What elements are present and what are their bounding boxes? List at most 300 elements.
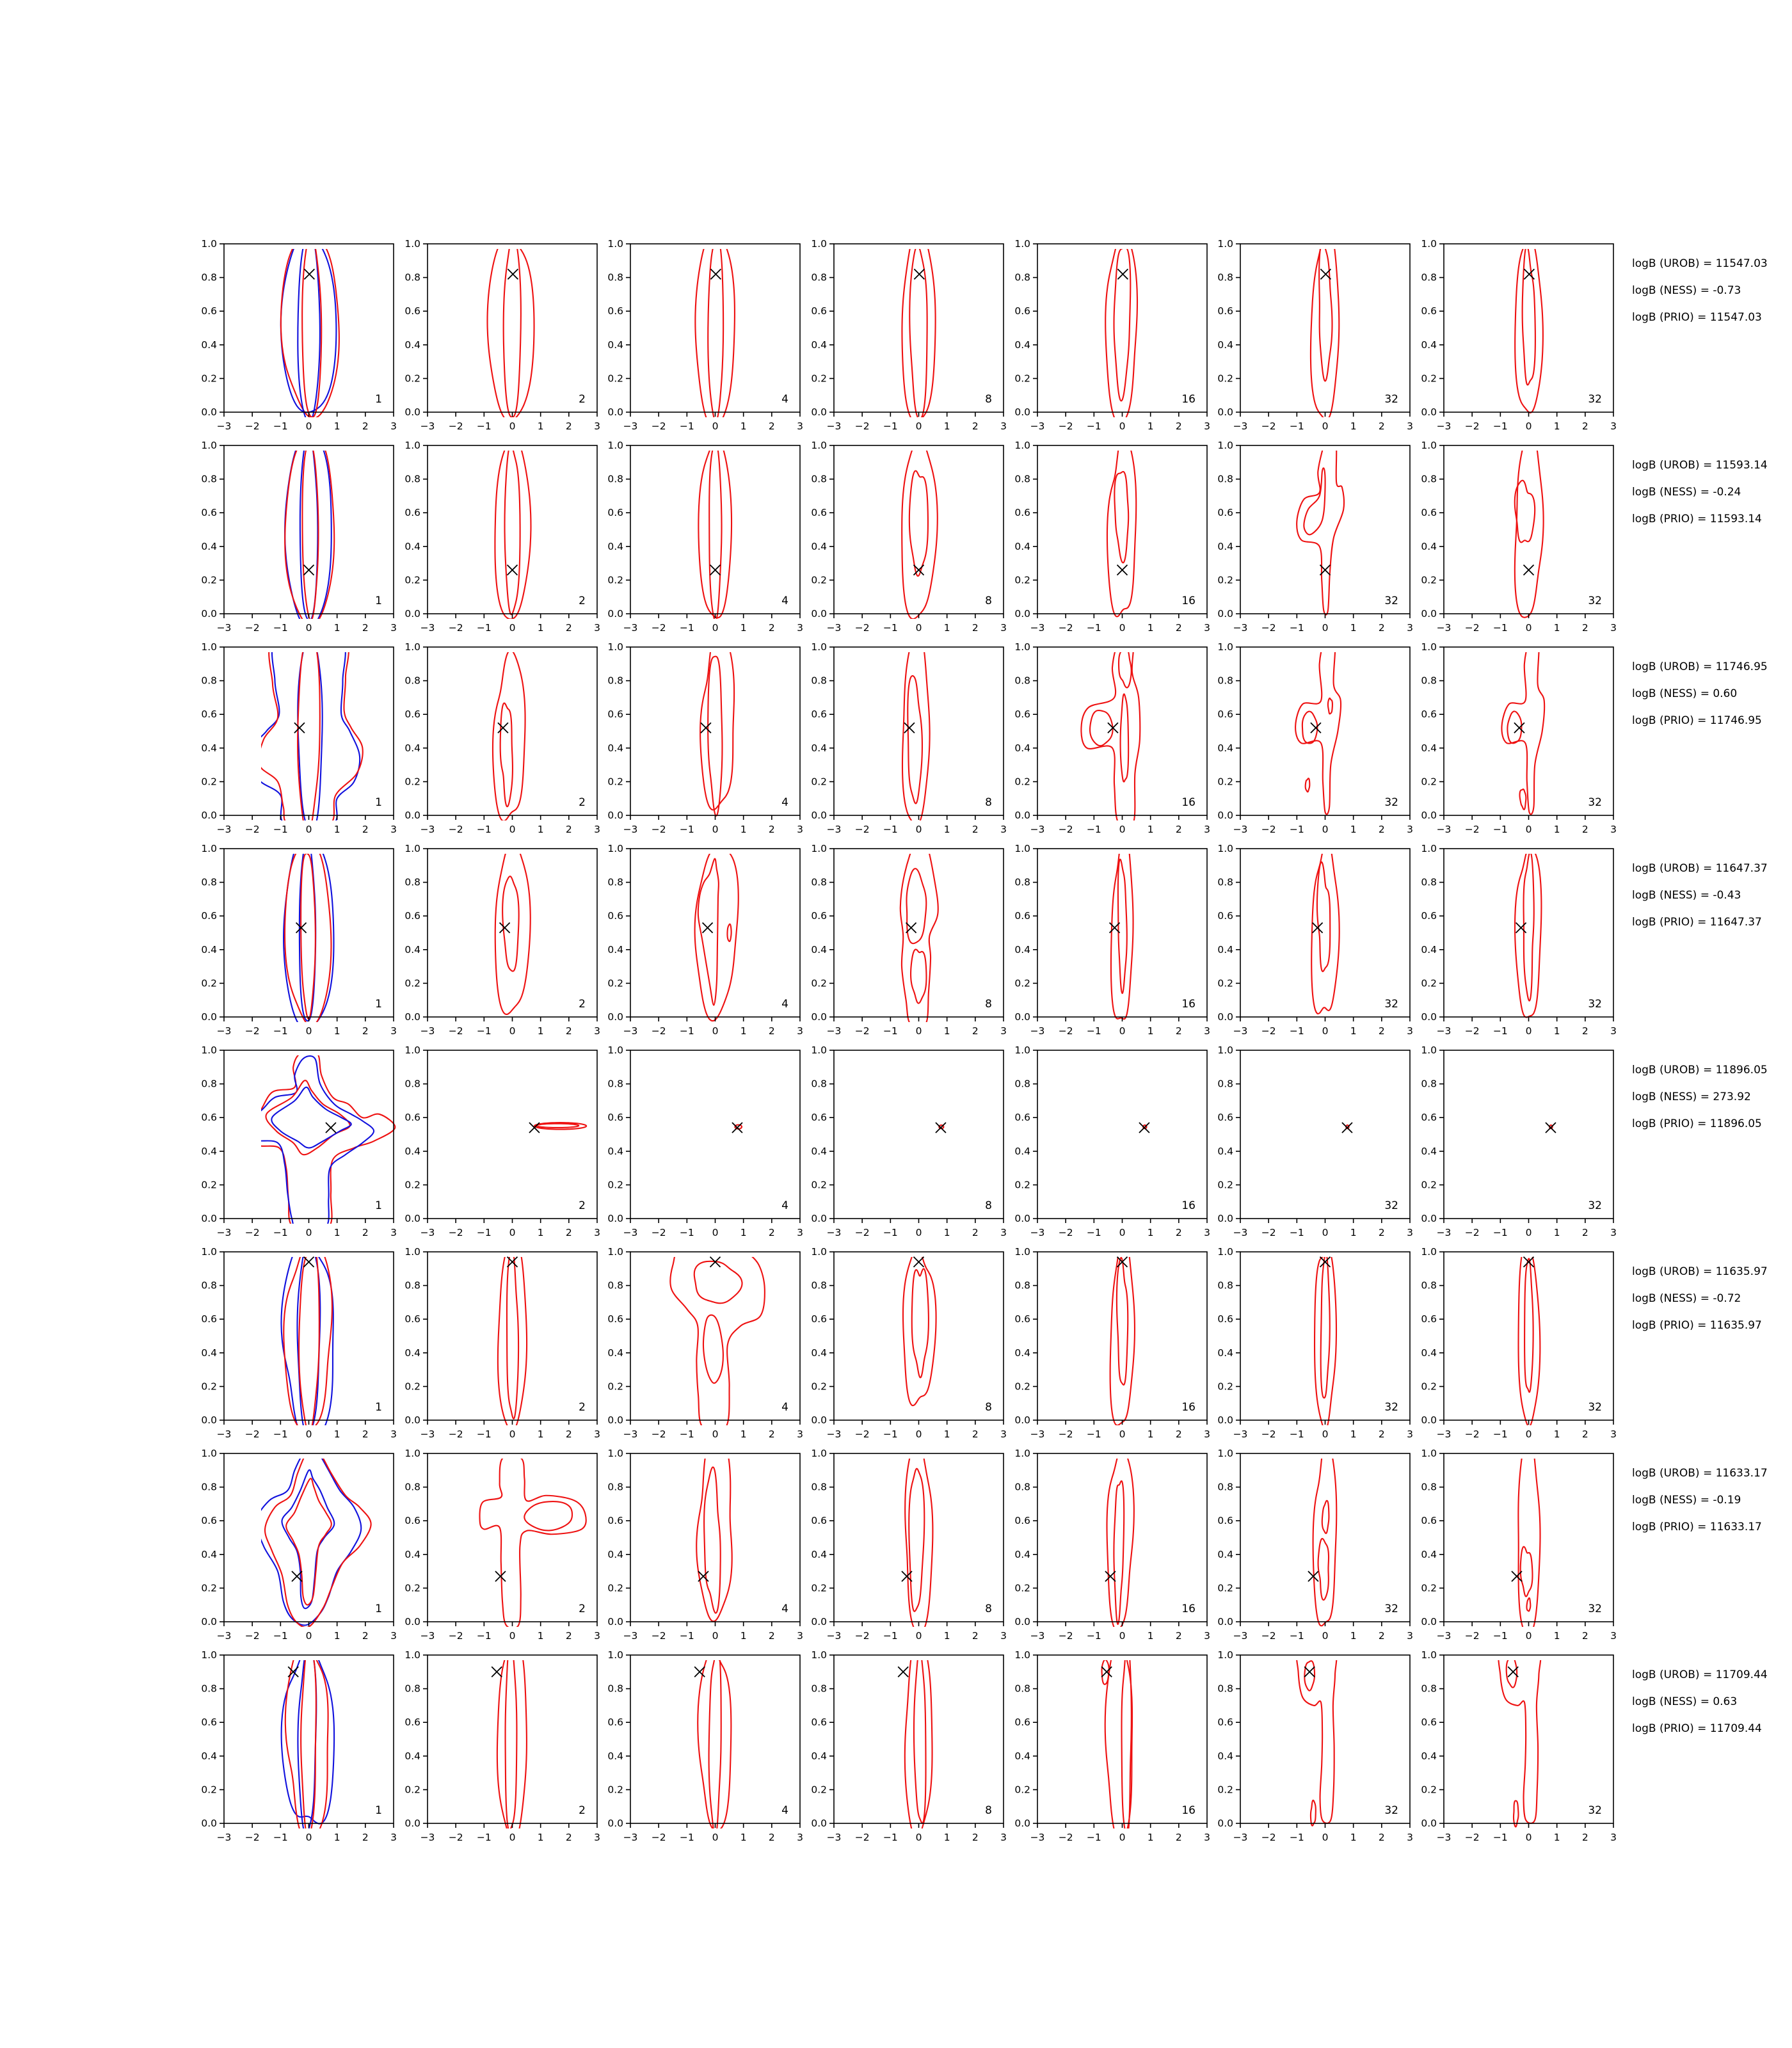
y-tick-label: 0.0 xyxy=(1217,1011,1233,1023)
x-tick-label: −2 xyxy=(244,420,260,432)
x-tick-label: 2 xyxy=(1378,622,1385,634)
x-tick-label: 3 xyxy=(1610,1428,1617,1440)
y-tick-label: 0.4 xyxy=(404,339,420,351)
x-tick-label: −2 xyxy=(1261,1227,1276,1238)
x-tick-label: 1 xyxy=(943,824,950,835)
y-tick-label: 0.0 xyxy=(201,1213,217,1224)
contour-line xyxy=(1515,427,1544,617)
x-tick-label: −1 xyxy=(1492,420,1508,432)
x-tick-label: 2 xyxy=(768,420,775,432)
y-tick-label: 0.8 xyxy=(1421,1279,1437,1292)
x-tick-label: 1 xyxy=(1350,622,1357,634)
x-tick-label: −3 xyxy=(1030,1428,1045,1440)
y-tick-label: 0.0 xyxy=(607,1414,623,1426)
logb-ness-value: logB (NESS) = -0.24 xyxy=(1632,486,1741,499)
contour-line xyxy=(908,676,922,803)
row-stats-3 xyxy=(1632,653,1792,734)
panel-count-label: 2 xyxy=(579,796,586,809)
contour-panel-r7c2 xyxy=(390,1448,604,1648)
x-tick-label: −1 xyxy=(1492,1832,1508,1843)
x-tick-label: −2 xyxy=(854,1428,870,1440)
x-tick-label: 2 xyxy=(1581,1832,1588,1843)
plot-border xyxy=(224,647,394,815)
y-tick-label: 0.0 xyxy=(811,810,827,821)
x-tick-label: 1 xyxy=(1147,1227,1154,1238)
y-tick-label: 0.4 xyxy=(1014,742,1030,754)
contour-line xyxy=(1304,468,1325,534)
panel-count-label: 8 xyxy=(985,998,992,1011)
y-tick-label: 0.4 xyxy=(811,1548,827,1560)
contour-panel-r1c4 xyxy=(797,239,1010,438)
plot-border xyxy=(630,1655,800,1823)
x-tick-label: −2 xyxy=(244,1832,260,1843)
x-tick-label: −3 xyxy=(216,1428,232,1440)
plot-border xyxy=(1444,647,1613,815)
contour-panel-r2c3 xyxy=(593,440,806,640)
y-tick-label: 0.6 xyxy=(607,1112,623,1124)
y-tick-label: 0.4 xyxy=(811,540,827,552)
y-tick-label: 0.6 xyxy=(1014,507,1030,519)
x-tick-label: 0 xyxy=(509,1025,516,1037)
x-tick-label: 3 xyxy=(797,1025,803,1037)
x-tick-label: −3 xyxy=(420,622,435,634)
x-tick-label: 2 xyxy=(768,1025,775,1037)
x-tick-label: 0 xyxy=(509,1227,516,1238)
y-tick-label: 0.2 xyxy=(811,574,827,586)
contour-line xyxy=(497,1639,527,1842)
y-tick-label: 0.8 xyxy=(1421,675,1437,687)
y-tick-label: 0.2 xyxy=(607,776,623,788)
contour-line xyxy=(1519,1246,1540,1426)
contour-line xyxy=(670,1242,765,1432)
x-tick-label: −1 xyxy=(1289,1025,1304,1037)
contour-line xyxy=(1105,233,1137,424)
y-tick-label: 0.0 xyxy=(607,810,623,821)
contour-line xyxy=(902,438,938,619)
x-tick-label: 1 xyxy=(1553,1428,1560,1440)
y-tick-label: 0.4 xyxy=(1217,339,1233,351)
panel-count-label: 1 xyxy=(375,595,382,607)
y-tick-label: 0.4 xyxy=(1014,540,1030,552)
x-tick-label: −1 xyxy=(1086,1227,1101,1238)
x-tick-label: −2 xyxy=(1058,1428,1073,1440)
contour-line xyxy=(1297,1645,1337,1823)
y-tick-label: 1.0 xyxy=(1014,238,1030,250)
x-tick-label: 2 xyxy=(1175,824,1182,835)
y-tick-label: 0.0 xyxy=(1421,1414,1437,1426)
y-tick-label: 1.0 xyxy=(1217,843,1233,854)
y-tick-label: 0.8 xyxy=(1217,1683,1233,1695)
x-tick-label: −1 xyxy=(476,1832,492,1843)
x-tick-label: 2 xyxy=(768,1630,775,1642)
x-tick-label: 1 xyxy=(333,1428,340,1440)
x-tick-label: 0 xyxy=(305,622,312,634)
y-tick-label: 0.0 xyxy=(1014,1011,1030,1023)
x-tick-label: −3 xyxy=(1233,1832,1248,1843)
contour-panel-r7c7 xyxy=(1407,1448,1620,1648)
y-tick-label: 1.0 xyxy=(404,1649,420,1661)
x-tick-label: 2 xyxy=(972,824,979,835)
x-tick-label: 0 xyxy=(1119,1428,1126,1440)
y-tick-label: 0.0 xyxy=(404,608,420,620)
x-tick-label: 1 xyxy=(943,420,950,432)
y-tick-label: 0.8 xyxy=(201,473,217,485)
x-tick-label: 0 xyxy=(712,1025,719,1037)
y-tick-label: 0.6 xyxy=(1217,1313,1233,1325)
x-tick-label: −2 xyxy=(1058,622,1073,634)
y-tick-label: 0.0 xyxy=(811,1818,827,1829)
x-tick-label: 1 xyxy=(537,1227,544,1238)
x-tick-label: −1 xyxy=(476,1630,492,1642)
y-tick-label: 0.4 xyxy=(811,1347,827,1359)
contour-line xyxy=(704,1467,721,1613)
plot-border xyxy=(630,849,800,1017)
x-tick-label: 3 xyxy=(1000,1428,1007,1440)
plot-border xyxy=(834,244,1004,412)
x-tick-label: −1 xyxy=(273,1832,288,1843)
x-tick-label: 3 xyxy=(797,1428,803,1440)
x-tick-label: −1 xyxy=(1289,622,1304,634)
x-tick-label: 3 xyxy=(390,1025,397,1037)
x-tick-label: 2 xyxy=(565,1025,572,1037)
contour-line xyxy=(1118,860,1127,993)
plot-border xyxy=(1240,647,1410,815)
y-tick-label: 0.8 xyxy=(811,473,827,485)
x-tick-label: 0 xyxy=(305,1025,312,1037)
contour-line xyxy=(1311,227,1339,420)
x-tick-label: 1 xyxy=(740,420,747,432)
y-tick-label: 0.8 xyxy=(811,1683,827,1695)
contour-line xyxy=(914,1650,926,1823)
logb-prio-value: logB (PRIO) = 11896.05 xyxy=(1632,1117,1762,1130)
x-tick-label: −1 xyxy=(1086,622,1101,634)
x-tick-label: 1 xyxy=(537,824,544,835)
contour-line xyxy=(902,227,935,422)
y-tick-label: 0.6 xyxy=(1014,1716,1030,1729)
logb-prio-value: logB (PRIO) = 11593.14 xyxy=(1632,513,1762,525)
y-tick-label: 0.2 xyxy=(1217,574,1233,586)
y-tick-label: 0.8 xyxy=(1421,473,1437,485)
x-tick-label: −2 xyxy=(1464,1227,1480,1238)
y-tick-label: 1.0 xyxy=(811,440,827,451)
x-tick-label: 0 xyxy=(305,1428,312,1440)
contour-line xyxy=(298,639,320,834)
x-tick-label: 1 xyxy=(333,1227,340,1238)
y-tick-label: 0.2 xyxy=(1421,1582,1437,1594)
logb-ness-value: logB (NESS) = -0.19 xyxy=(1632,1494,1741,1507)
y-tick-label: 1.0 xyxy=(404,1044,420,1056)
y-tick-label: 0.8 xyxy=(1421,1481,1437,1493)
y-tick-label: 0.4 xyxy=(1217,1347,1233,1359)
x-tick-label: −3 xyxy=(1233,420,1248,432)
y-tick-label: 0.6 xyxy=(404,507,420,519)
y-tick-label: 0.6 xyxy=(811,708,827,721)
panel-count-label: 1 xyxy=(375,393,382,406)
y-tick-label: 0.6 xyxy=(811,910,827,922)
panel-count-label: 32 xyxy=(1588,1603,1602,1615)
plot-border xyxy=(834,445,1004,614)
row-stats-4 xyxy=(1632,855,1792,936)
x-tick-label: 2 xyxy=(1581,1428,1588,1440)
y-tick-label: 0.4 xyxy=(404,1548,420,1560)
y-tick-label: 0.6 xyxy=(1217,1515,1233,1527)
x-tick-label: 0 xyxy=(305,824,312,835)
x-tick-label: 2 xyxy=(768,622,775,634)
logb-ness-value: logB (NESS) = -0.73 xyxy=(1632,284,1741,297)
y-tick-label: 0.2 xyxy=(1217,1582,1233,1594)
y-tick-label: 0.8 xyxy=(1014,1481,1030,1493)
x-tick-label: 0 xyxy=(509,622,516,634)
panel-count-label: 32 xyxy=(1588,1199,1602,1212)
plot-border xyxy=(1444,244,1613,412)
x-tick-label: 1 xyxy=(537,420,544,432)
y-tick-label: 0.2 xyxy=(1421,1179,1437,1191)
plot-border xyxy=(1037,1050,1207,1219)
logb-urob-value: logB (UROB) = 11746.95 xyxy=(1632,660,1768,673)
contour-line xyxy=(708,237,723,421)
x-tick-label: −3 xyxy=(216,622,232,634)
x-tick-label: 0 xyxy=(915,420,922,432)
x-tick-label: 3 xyxy=(1000,622,1007,634)
y-tick-label: 0.0 xyxy=(1014,1414,1030,1426)
y-tick-label: 1.0 xyxy=(1014,1044,1030,1056)
y-tick-label: 0.6 xyxy=(811,1716,827,1729)
y-tick-label: 0.4 xyxy=(811,339,827,351)
contour-line xyxy=(1321,1253,1330,1398)
x-tick-label: 3 xyxy=(797,1832,803,1843)
y-tick-label: 1.0 xyxy=(1014,641,1030,653)
x-tick-label: 2 xyxy=(1581,622,1588,634)
contour-panel-r2c1 xyxy=(187,440,400,640)
contour-line xyxy=(1318,1539,1329,1600)
contour-line xyxy=(694,1261,742,1304)
contour-panel-r5c5 xyxy=(1000,1045,1213,1245)
plot-border xyxy=(1037,244,1207,412)
contour-line xyxy=(282,1470,334,1608)
x-tick-label: 3 xyxy=(797,1630,803,1642)
contour-line xyxy=(1317,862,1330,972)
logb-urob-value: logB (UROB) = 11547.03 xyxy=(1632,257,1768,270)
x-tick-label: 3 xyxy=(1407,622,1413,634)
row-stats-1 xyxy=(1632,250,1792,331)
y-tick-label: 0.8 xyxy=(1217,876,1233,888)
y-tick-label: 0.6 xyxy=(811,507,827,519)
x-tick-label: −1 xyxy=(679,1428,694,1440)
y-tick-label: 0.0 xyxy=(1217,1818,1233,1829)
y-tick-label: 1.0 xyxy=(1217,1044,1233,1056)
contour-line xyxy=(1119,648,1132,687)
x-tick-label: −3 xyxy=(1233,1025,1248,1037)
y-tick-label: 0.6 xyxy=(404,1112,420,1124)
y-tick-label: 0.6 xyxy=(1014,305,1030,317)
y-tick-label: 0.0 xyxy=(1217,1414,1233,1426)
x-tick-label: −2 xyxy=(854,1630,870,1642)
x-tick-label: −2 xyxy=(244,1428,260,1440)
contour-line xyxy=(302,235,321,417)
x-tick-label: −1 xyxy=(476,622,492,634)
y-tick-label: 0.2 xyxy=(1421,776,1437,788)
x-tick-label: 3 xyxy=(390,1630,397,1642)
x-tick-label: −1 xyxy=(273,1025,288,1037)
y-tick-label: 0.6 xyxy=(404,708,420,721)
plot-border xyxy=(1444,445,1613,614)
panel-count-label: 32 xyxy=(1588,796,1602,809)
plot-border xyxy=(1240,1050,1410,1219)
x-tick-label: −3 xyxy=(623,824,638,835)
y-tick-label: 0.4 xyxy=(1421,1750,1437,1762)
y-tick-label: 0.0 xyxy=(607,1818,623,1829)
x-tick-label: −1 xyxy=(273,1227,288,1238)
contour-line xyxy=(909,245,927,419)
x-tick-label: −1 xyxy=(679,622,694,634)
x-tick-label: −3 xyxy=(826,1025,842,1037)
plot-border xyxy=(834,1050,1004,1219)
contour-line xyxy=(903,1248,936,1405)
x-tick-label: −1 xyxy=(883,1832,898,1843)
x-tick-label: −1 xyxy=(679,1832,694,1843)
plot-border xyxy=(1240,244,1410,412)
x-tick-label: −3 xyxy=(623,622,638,634)
x-tick-label: 3 xyxy=(1204,1025,1210,1037)
y-tick-label: 0.8 xyxy=(607,1279,623,1292)
y-tick-label: 1.0 xyxy=(607,1649,623,1661)
x-tick-label: −3 xyxy=(1436,622,1452,634)
y-tick-label: 0.8 xyxy=(404,876,420,888)
contour-line xyxy=(1523,246,1535,385)
y-tick-label: 0.0 xyxy=(404,1213,420,1224)
x-tick-label: 3 xyxy=(797,622,803,634)
y-tick-label: 0.2 xyxy=(1014,1784,1030,1796)
contour-panel-r8c5 xyxy=(1000,1650,1213,1850)
panel-count-label: 8 xyxy=(985,1401,992,1414)
contour-panel-r2c5 xyxy=(1000,440,1213,640)
x-tick-label: 2 xyxy=(1378,1025,1385,1037)
y-tick-label: 0.0 xyxy=(1421,608,1437,620)
panel-count-label: 32 xyxy=(1384,1804,1398,1817)
y-tick-label: 1.0 xyxy=(607,843,623,854)
contour-line xyxy=(912,1268,929,1377)
x-tick-label: −2 xyxy=(448,420,463,432)
y-tick-label: 0.4 xyxy=(1217,1548,1233,1560)
contour-line xyxy=(495,437,531,620)
plot-border xyxy=(428,1050,597,1219)
x-tick-label: 3 xyxy=(594,1227,600,1238)
logb-prio-value: logB (PRIO) = 11746.95 xyxy=(1632,714,1762,727)
y-tick-label: 0.4 xyxy=(404,1750,420,1762)
contour-line xyxy=(500,703,513,807)
y-tick-label: 1.0 xyxy=(1421,641,1437,653)
x-tick-label: 2 xyxy=(768,824,775,835)
x-tick-label: 0 xyxy=(509,1832,516,1843)
x-tick-label: 0 xyxy=(915,1832,922,1843)
panel-count-label: 16 xyxy=(1181,796,1196,809)
y-tick-label: 0.4 xyxy=(201,1548,217,1560)
logb-urob-value: logB (UROB) = 11633.17 xyxy=(1632,1467,1768,1480)
y-tick-label: 1.0 xyxy=(1014,1246,1030,1258)
x-tick-label: 0 xyxy=(1119,1832,1126,1843)
logb-urob-value: logB (UROB) = 11647.37 xyxy=(1632,862,1768,875)
x-tick-label: 2 xyxy=(1581,824,1588,835)
x-tick-label: −2 xyxy=(651,1832,666,1843)
x-tick-label: 1 xyxy=(333,622,340,634)
y-tick-label: 0.6 xyxy=(201,708,217,721)
x-tick-label: 3 xyxy=(1407,1227,1413,1238)
x-tick-label: 3 xyxy=(1204,824,1210,835)
y-tick-label: 0.0 xyxy=(607,1011,623,1023)
x-tick-label: 3 xyxy=(390,1227,397,1238)
x-tick-label: 0 xyxy=(712,824,719,835)
x-tick-label: −1 xyxy=(273,420,288,432)
contour-panel-r8c3 xyxy=(593,1650,806,1850)
panel-count-label: 32 xyxy=(1384,998,1398,1011)
y-tick-label: 1.0 xyxy=(404,440,420,451)
y-tick-label: 0.8 xyxy=(607,473,623,485)
x-tick-label: −1 xyxy=(883,1428,898,1440)
x-tick-label: −3 xyxy=(1030,622,1045,634)
x-tick-label: −1 xyxy=(1289,824,1304,835)
x-tick-label: −3 xyxy=(623,1832,638,1843)
y-tick-label: 0.0 xyxy=(1217,608,1233,620)
x-tick-label: 2 xyxy=(362,622,369,634)
contour-line xyxy=(1122,1641,1132,1836)
contour-panel-r3c6 xyxy=(1203,642,1416,842)
x-tick-label: −1 xyxy=(1492,1227,1508,1238)
x-tick-label: 1 xyxy=(1553,1227,1560,1238)
x-tick-label: −2 xyxy=(1261,420,1276,432)
x-tick-label: 1 xyxy=(1553,420,1560,432)
logb-prio-value: logB (PRIO) = 11633.17 xyxy=(1632,1521,1762,1533)
x-tick-label: 3 xyxy=(390,622,397,634)
y-tick-label: 0.8 xyxy=(1217,675,1233,687)
y-tick-label: 0.2 xyxy=(201,372,217,385)
x-tick-label: −3 xyxy=(216,824,232,835)
contour-panel-r4c1 xyxy=(187,844,400,1043)
logb-urob-value: logB (UROB) = 11896.05 xyxy=(1632,1064,1768,1076)
y-tick-label: 0.2 xyxy=(607,977,623,989)
y-tick-label: 0.6 xyxy=(404,305,420,317)
y-tick-label: 1.0 xyxy=(1014,440,1030,451)
y-tick-label: 0.6 xyxy=(1421,305,1437,317)
x-tick-label: −1 xyxy=(883,1630,898,1642)
y-tick-label: 0.6 xyxy=(1421,1112,1437,1124)
y-tick-label: 1.0 xyxy=(811,843,827,854)
y-tick-label: 0.0 xyxy=(201,406,217,418)
contour-line xyxy=(265,1448,371,1628)
x-tick-label: 0 xyxy=(712,1227,719,1238)
contour-panel-r4c6 xyxy=(1203,844,1416,1043)
x-tick-label: −2 xyxy=(1058,1227,1073,1238)
panel-count-label: 8 xyxy=(985,1199,992,1212)
y-tick-label: 0.2 xyxy=(201,574,217,586)
y-tick-label: 0.0 xyxy=(1217,1213,1233,1224)
x-tick-label: −2 xyxy=(1058,1832,1073,1843)
y-tick-label: 0.6 xyxy=(1421,1716,1437,1729)
x-tick-label: 1 xyxy=(1147,420,1154,432)
plot-border xyxy=(1444,1252,1613,1420)
y-tick-label: 1.0 xyxy=(1421,843,1437,854)
plot-border xyxy=(834,1252,1004,1420)
x-tick-label: 0 xyxy=(1322,1428,1329,1440)
contour-line xyxy=(297,1241,320,1434)
y-tick-label: 0.8 xyxy=(404,1279,420,1292)
contour-line xyxy=(709,443,721,621)
y-tick-label: 0.8 xyxy=(1014,876,1030,888)
panel-count-label: 4 xyxy=(781,998,788,1011)
y-tick-label: 0.4 xyxy=(811,742,827,754)
panel-count-label: 32 xyxy=(1384,1401,1398,1414)
x-tick-label: 2 xyxy=(1175,420,1182,432)
y-tick-label: 0.0 xyxy=(1014,810,1030,821)
